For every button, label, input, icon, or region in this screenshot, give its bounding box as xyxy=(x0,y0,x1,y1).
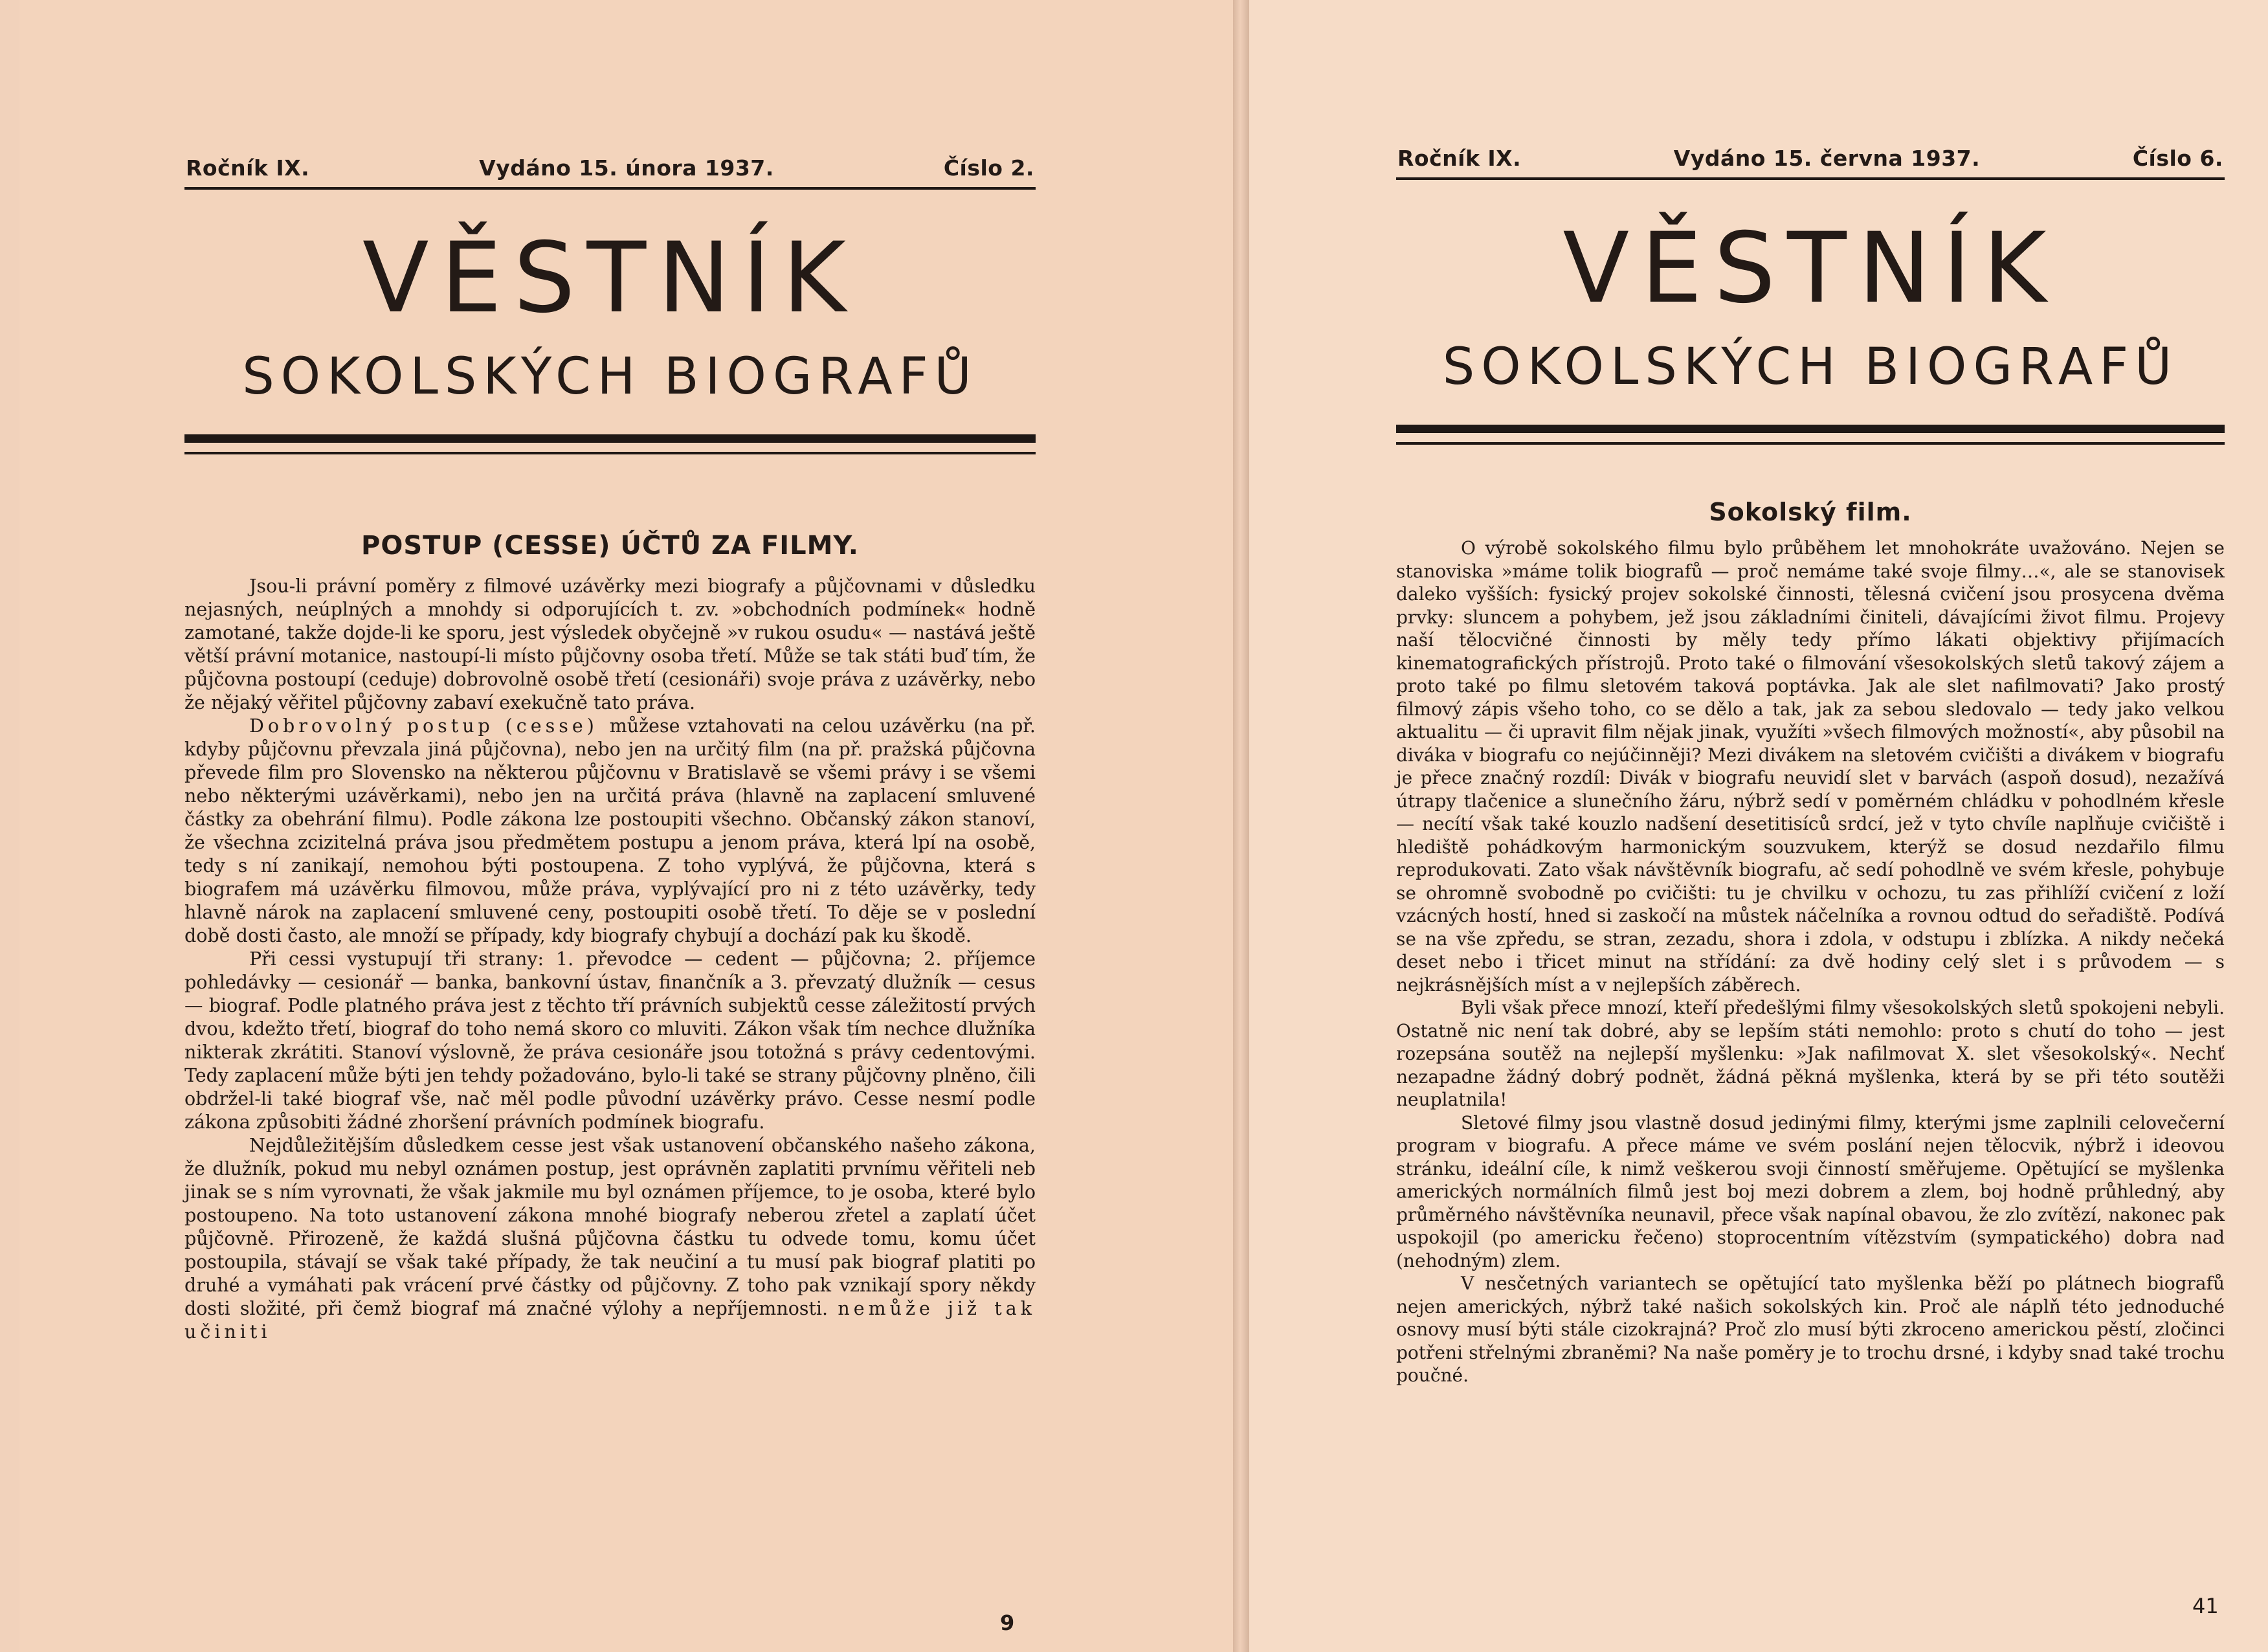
paragraph: Sletové filmy jsou vlastně dosud jedinými filmy, kterými jsme zaplnili celovečerní program v biografu. A přece máme ve svém poslání nejen tělocvik, nýbrž i ideovou stránku, ideální cíle, k nimž veškerou svoji činností směřujeme. Opětující se myšlenka amerických normálních filmů jest boj mezi dobrem a zlem, boj hodně průhledný, aby průměrného návštěvníka neunavil, přece však napínal obavou, že zlo zvítězí, nakonec pak uspokojil (po americku řečeno) stoprocentním vítězstvím (sympatického) dobra nad (nehodným) zlem. xyxy=(1396,1111,2225,1271)
journal-title: VĚSTNÍK xyxy=(362,222,858,335)
masthead xyxy=(184,155,1036,190)
volume-label: Ročník IX. xyxy=(1397,146,1522,171)
spaced-lead: Dobrovolný postup (cesse) xyxy=(249,715,610,737)
issue-date: Vydáno 15. června 1937. xyxy=(1673,146,1981,171)
paragraph: Při cessi vystupují tři strany: 1. převodce — cedent — půjčovna; 2. příjemce pohledávky — cesionář — banka, bankovní ústav, finančník a 3. převzatý dlužník — cesus — biograf. Podle platného práva jest z těchto tří právních subjektů cesse záležitostí prvých dvou, kdežto třetí, biograf do toho nemá skoro co mluviti. Zákon však tím nechce dlužníka nikterak zkrátiti. Stanoví výslovně, že práva cesionáře jsou totožná s právy cedentovými. Tedy zaplacení může býti jen tehdy požadováno, bylo-li také se strany půjčovny plněno, čili obdržel-li také biograf vše, nač měl podle původní uzávěrky právo. Cesse nesmí podle zákona způsobiti žádné zhoršení právních podmínek biografu. xyxy=(184,948,1036,1133)
volume-label: Ročník IX. xyxy=(186,155,310,181)
issue-number: Číslo 6. xyxy=(2132,146,2223,171)
journal-subtitle: SOKOLSKÝCH BIOGRAFŮ xyxy=(1442,338,2179,396)
left-page xyxy=(19,0,1236,1652)
article-headline: POSTUP (CESSE) ÚČTŮ ZA FILMY. xyxy=(361,531,859,561)
paragraph: Jsou-li právní poměry z filmové uzávěrky mezi biografy a půjčovnami v důsledku nejasných, neúplných a mnohdy si odporujících t. zv. »obchodních podmínek« hodně zamotané, takže dojde-li ke sporu, jest výsledek obyčejně »v rukou osudu« — nastává ještě větší právní motanice, nastoupí-li místo půjčovny osoba třetí. Může se tak státi buď tím, že půjčovna postoupí (ceduje) dobrovolně osobě třetí (cesionáři) svoje práva z uzávěrky, nebo že nějaký věřitel půjčovny zabaví exekučně tato práva. xyxy=(184,575,1036,713)
title-rule-thick xyxy=(1396,425,2225,433)
page-number: 9 xyxy=(1000,1611,1015,1635)
article-body xyxy=(1396,537,2225,1387)
paragraph: V nesčetných variantech se opětující tato myšlenka běží po plátnech biografů nejen amerických, nýbrž také našich sokolských kin. Proč ale náplň této jednoduché osnovy musí býti stále cizokrajná? Proč zlo musí býti zkroceno americkou pěstí, zločinci potřeni střelnými zbraněmi? Na naše poměry je to trochu drsné, i kdyby snad také trochu poučné. xyxy=(1396,1273,2225,1386)
masthead xyxy=(1396,146,2225,180)
title-rule-thin xyxy=(1396,442,2225,445)
issue-date: Vydáno 15. února 1937. xyxy=(479,155,774,181)
spaced-phrase: nemůže již tak učiniti xyxy=(184,1298,1036,1343)
right-page-column xyxy=(1396,146,2225,1387)
paragraph: Byli však přece mnozí, kteří předešlými filmy všesokolských sletů spokojeni nebyli. Ostatně nic není tak dobré, aby se lepším státi nemohlo: proto s chutí do toho — jest rozepsána soutěž na nejlepší myšlenku: »Jak nafilmovat X. slet všesokolský«. Nechť nezapadne žádný dobrý podnět, žádná pěkná myšlenka, která by se při této soutěži neuplatnila! xyxy=(1396,997,2225,1110)
paragraph xyxy=(184,1134,1036,1344)
left-page-column xyxy=(184,155,1036,1344)
article-body xyxy=(184,575,1036,1344)
journal-subtitle: SOKOLSKÝCH BIOGRAFŮ xyxy=(242,348,978,406)
paragraph: O výrobě sokolského filmu bylo průběhem let mnohokráte uvažováno. Nejen se stanoviska »máme tolik biografů — proč nemáme také svoje filmy…«, ale se stanovisek daleko vyšších: fysický projev sokolské činnosti, tělesná cvičení jsou prosycena dvěma prvky: sluncem a pohybem, jež jsou základními činiteli, dávajícími život filmu. Projevy naší tělocvičné činnosti by měly tedy přímo lákati objektivy přijímacích kinematografických přístrojů. Proto také o filmování všesokolských sletů takový zájem a proto také po filmu sletovém taková poptávka. Jak ale slet nafilmovati? Jako prostý filmový zápis všeho toho, co se dělo a tak, jak za sebou sledovalo — tedy jako velkou aktualitu — či upravit film nějak jinak, využíti »všech filmových možností«, aby působil na diváka v biografu co nejúčinněji? Mezi divákem na sletovém cvičišti a divákem v biografu je přece značný rozdíl: Divák v biografu neuvidí slet v barvách (aspoň dosud), nezažívá útrapy tlačenice a slunečního žáru, nýbrž sedí v poměrném chládku v pohodlném křesle — necítí však také kouzlo nadšení desetitisíců srdcí, jež v tyto chvíle naplňuje cvičiště i hlediště pohádkovým harmonickým souzvukem, kterýž se dosud nezdařilo filmu reprodukovati. Zato však návštěvník biografu, ač sedí pohodlně ve svém křesle, pohybuje se ohromně svobodně po cvičišti: tu je chvilku v ochozu, tu zas přihlíží cvičení z loží vzácných hostí, hned si zaskočí na můstek náčelníka a rovnou odtud do seřadiště. Podívá se na vše zpředu, se stran, zezadu, shora i zdola, v odstupu i zblízka. A nikdy nečeká deset nebo i třicet minut na střídání: za dvě hodiny celý slet i s průvodem — s nejkrásnějších míst a v nejlepších záběrech. xyxy=(1396,537,2225,996)
issue-number: Číslo 2. xyxy=(943,155,1034,181)
title-rule-thin xyxy=(184,452,1036,454)
spine-gutter xyxy=(1233,0,1251,1652)
journal-title: VĚSTNÍK xyxy=(1562,212,2058,325)
page-number: 41 xyxy=(2192,1594,2219,1618)
paragraph-text: můžese vztahovati na celou uzávěrku (na př. kdyby půjčovnu převzala jiná půjčovna), nebo jen na určitý film (na př. pražská půjčovna převede film pro Slovensko na některou půjčovnu v Bratislavě se všemi právy i se všemi nebo některými uzávěrkami), nebo jen na určitá práva (hlavně na zaplacení smluvené částky za obehrání filmu). Podle zákona lze postoupiti všechno. Občanský zákon stanoví, že všechna zcizitelná práva jsou předmětem postupu a jenom práva, která lpí na osobě, tedy s ní zanikají, nemohou býti postoupena. Z toho vyplývá, že půjčovna, která s biografem má uzávěrku filmovou, může práva, vyplývající pro ni z této uzávěrky, tedy hlavně nárok na zaplacení smluvené ceny, postoupiti osobě třetí. To děje se v poslední době dosti často, ale množí se případy, kdy biografy chybují a dochází pak ku škodě. xyxy=(184,715,1036,946)
right-page xyxy=(1249,0,2268,1652)
paragraph-text: Nejdůležitějším důsledkem cesse jest však ustanovení občanského našeho zákona, že dlužník, pokud mu nebyl oznámen postup, jest oprávněn zaplatiti prvnímu věřiteli neb jinak se s ním vyrovnati, že však jakmile mu byl oznámen příjemce, to je osoba, které bylo postoupeno. Na toto ustanovení zákona mnohé biografy neberou zřetel a zaplatí účet půjčovně. Přirozeně, že každá slušná půjčovna částku tu odvede tomu, komu účet postoupila, stávají se však také případy, že tak neučiní a tu musí pak biograf platiti po druhé a vymáhati pak vrácení prvé částky od půjčovny. Z toho pak vznikají spory někdy dosti složité, při čemž biograf má značné výlohy a nepříjemnosti. xyxy=(184,1135,1036,1319)
article-headline: Sokolský film. xyxy=(1709,498,1912,526)
title-rule-thick xyxy=(184,434,1036,443)
paragraph xyxy=(184,715,1036,948)
